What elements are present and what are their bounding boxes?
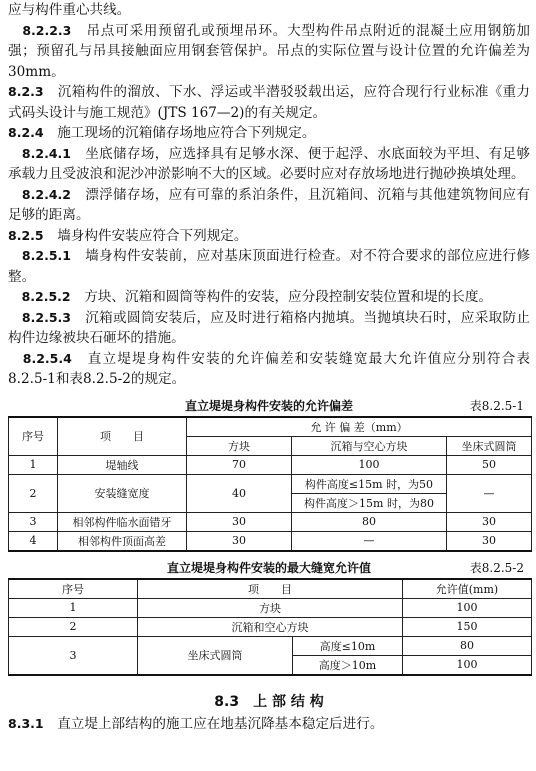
clause-number: 8.2.3 [8,84,44,99]
table2-title: 直立堤堤身构件安装的最大缝宽允许值 [166,560,371,575]
table-row: 高度＞10m 100 [9,655,532,675]
clause-number: 8.2.5.3 [21,309,71,325]
table-installation-deviation [8,416,532,552]
header-col-cylinder: 坐床式圆筒 [447,436,532,455]
clause-8-2-4: 8.2.4 施工现场的沉箱储存场地应符合下列规定。 [8,125,316,141]
header-item: 项 目 [138,579,403,599]
clause-8-2-5-4: 8.2.5.4 直立堤堤身构件安装的允许偏差和安装缝宽最大允许值应分别符合表8.2.5-1和表8.2.5-2的规定。 [8,350,531,387]
clause-number: 8.3.1 [8,715,44,731]
table-row: 2 安装缝宽度 40 构件高度≤15m 时，为50 — [9,474,532,493]
clause-number: 8.2.4.2 [21,186,71,202]
clause-8-2-4-1: 8.2.4.1 坐底储存场，应选择具有足够水深、便于起浮、水底面较为平坦、有足够承载力且受波浪和泥沙冲淤影响不大的区域。必要时应对存放场地进行抛砂换填处理。 [8,145,531,182]
table1-caption [8,394,530,416]
table2-caption [8,556,530,578]
clause-number: 8.2.4.1 [21,145,71,161]
table2-number: 表8.2.5-2 [469,560,524,575]
header-col-block: 方块 [187,436,292,455]
header-seq: 序号 [9,579,138,599]
clause-number: 8.2.5.1 [21,248,71,263]
clause-8-2-4-2: 8.2.4.2 漂浮储存场，应有可靠的系泊条件，且沉箱间、沉箱与其他建筑物间应有足够的距离。 [8,186,531,223]
clause-8-2-2-3: 8.2.2.3 吊点可采用预留孔或预埋吊环。大型构件吊点附近的混凝土应用钢筋加强；预留孔与吊具接触面应用钢套管保护。吊点的实际位置与设计位置的允许偏差为30mm。 [8,22,531,80]
table-row: 3 相邻构件临水面错牙 30 80 30 [9,512,532,531]
table-row: 1 堤轴线 70 100 50 [9,455,532,474]
clause-8-2-5-1: 8.2.5.1 墙身构件安装前，应对基床顶面进行检查。对不符合要求的部位应进行修整。 [8,248,531,285]
clause-number: 8.2.2.3 [22,22,72,38]
table1-number: 表8.2.5-1 [469,398,524,413]
table-row: 2 沉箱和空心方块 150 [9,617,532,636]
section-heading: 8.3 上 部 结 构 [214,693,324,710]
paragraph-continuation: 应与构件重心共线。 [8,2,131,18]
clause-number: 8.2.4 [8,125,44,140]
clause-number: 8.2.5.4 [22,350,72,366]
document-page [8,0,530,734]
header-allowed-deviation: 允 许 偏 差（mm） [187,417,532,437]
clause-number: 8.2.5 [8,227,44,243]
clause-8-2-5-2: 8.2.5.2 方块、沉箱和圆筒等构件的安装，应分段控制安装位置和堤的长度。 [21,289,493,305]
table-max-gap-width [8,578,532,676]
header-seq: 序号 [9,417,58,456]
header-item: 项 目 [58,417,187,456]
table-row: 3 坐床式圆筒 高度≤10m 80 [9,636,532,655]
table-row: 4 相邻构件顶面高差 30 — 30 [9,531,532,551]
table-row: 1 方块 100 [9,598,532,617]
clause-8-3-1: 8.3.1 直立堤上部结构的施工应在地基沉降基本稳定后进行。 [8,715,384,732]
clause-8-2-3: 8.2.3 沉箱构件的溜放、下水、浮运或半潜驳驳载出运，应符合现行行业标准《重力式码头设计与施工规范》(JTS 167—2)的有关规定。 [8,84,530,121]
clause-number: 8.2.5.2 [21,289,71,304]
table-row: 构件高度＞15m 时，为80 [9,493,532,512]
clause-8-2-5-3: 8.2.5.3 沉箱或圆筒安装后，应及时进行箱格内抛填。当抛填块石时，应采取防止构件边缘被块石砸坏的措施。 [8,309,531,346]
table1-title: 直立堤堤身构件安装的允许偏差 [184,398,353,413]
header-col-caisson: 沉箱与空心方块 [292,436,447,455]
clause-8-2-5: 8.2.5 墙身构件安装应符合下列规定。 [8,227,248,244]
header-allowed-value: 允许值(mm) [403,579,532,599]
